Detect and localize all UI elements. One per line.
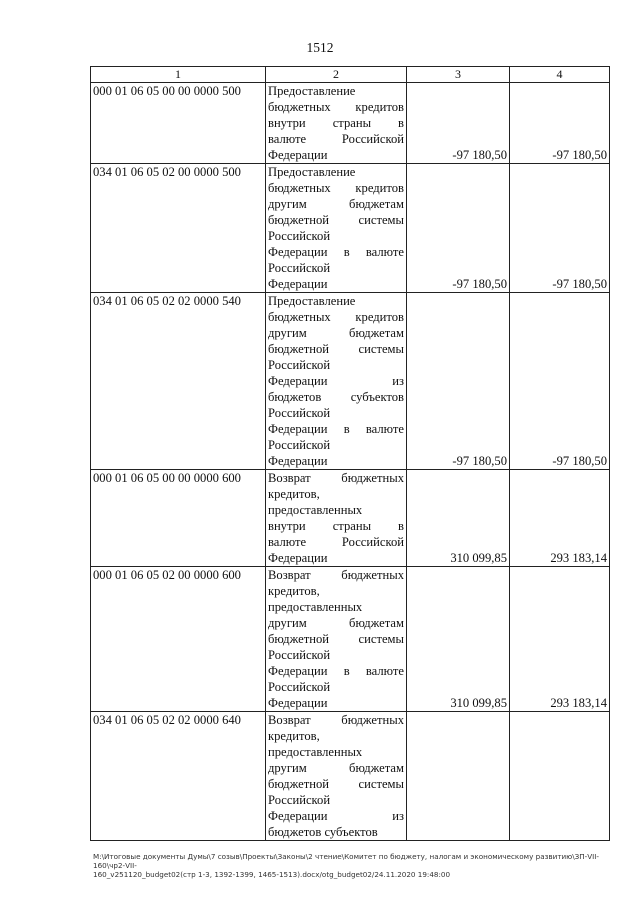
- description-line: Федерации: [268, 454, 328, 468]
- budget-code-cell: 034 01 06 05 02 02 0000 640: [91, 712, 266, 841]
- description-line: другим бюджетам: [268, 326, 404, 340]
- description-line: Возврат бюджетных: [268, 471, 404, 485]
- amount-col3-cell: 310 099,85: [407, 470, 510, 567]
- description-line: бюджетов субъектов: [268, 825, 378, 839]
- footer-line-2: 160_v251120_budget02(стр 1-3, 1392-1399, 1465-1513).docx/otg_budget02/24.11.2020 19:48:00: [93, 870, 451, 879]
- budget-code-cell: 000 01 06 05 00 00 0000 600: [91, 470, 266, 567]
- description-cell: [266, 293, 407, 470]
- description-line: бюджетной системы: [268, 777, 404, 791]
- description-line: Российской: [268, 680, 331, 694]
- table-row: [91, 83, 610, 164]
- header-cell-3: 3: [407, 67, 510, 83]
- description-line: другим бюджетам: [268, 616, 404, 630]
- description-cell: [266, 164, 407, 293]
- amount-col4-cell: -97 180,50: [510, 83, 610, 164]
- description-cell: [266, 470, 407, 567]
- description-line: Предоставление: [268, 84, 356, 98]
- description-line: предоставленных: [268, 503, 363, 517]
- description-line: Российской: [268, 793, 331, 807]
- description-line: другим бюджетам: [268, 761, 404, 775]
- description-line: другим бюджетам: [268, 197, 404, 211]
- description-line: Российской: [268, 229, 331, 243]
- description-line: валюте Российской: [268, 132, 404, 146]
- description-line: кредитов,: [268, 729, 320, 743]
- amount-col4-cell: 293 183,14: [510, 567, 610, 712]
- description-line: предоставленных: [268, 600, 363, 614]
- amount-col3-cell: -97 180,50: [407, 164, 510, 293]
- amount-col4-cell: 293 183,14: [510, 470, 610, 567]
- description-cell: [266, 712, 407, 841]
- description-line: бюджетной системы: [268, 632, 404, 646]
- description-line: Федерации в валюте: [268, 422, 404, 436]
- description-line: бюджетной системы: [268, 342, 404, 356]
- description-cell: [266, 567, 407, 712]
- description-line: Российской: [268, 648, 331, 662]
- description-line: Федерации в валюте: [268, 664, 404, 678]
- description-cell: [266, 83, 407, 164]
- amount-col3-cell: -97 180,50: [407, 293, 510, 470]
- description-line: валюте Российской: [268, 535, 404, 549]
- description-line: Федерации из: [268, 809, 404, 823]
- description-line: Российской: [268, 358, 331, 372]
- budget-code-cell: 000 01 06 05 02 00 0000 600: [91, 567, 266, 712]
- description-line: Федерации: [268, 551, 328, 565]
- table-row: [91, 712, 610, 841]
- description-line: Возврат бюджетных: [268, 713, 404, 727]
- description-line: предоставленных: [268, 745, 363, 759]
- description-line: бюджетных кредитов: [268, 100, 404, 114]
- budget-table: [90, 66, 610, 841]
- description-line: внутри страны в: [268, 116, 404, 130]
- description-line: кредитов,: [268, 584, 320, 598]
- file-path-footer: [93, 852, 618, 879]
- table-row: [91, 293, 610, 470]
- description-line: кредитов,: [268, 487, 320, 501]
- description-line: бюджетных кредитов: [268, 310, 404, 324]
- description-line: Возврат бюджетных: [268, 568, 404, 582]
- description-line: Российской: [268, 406, 331, 420]
- header-row: [91, 67, 610, 83]
- amount-col3-cell: 310 099,85: [407, 567, 510, 712]
- description-line: Федерации в валюте: [268, 245, 404, 259]
- amount-col4-cell: -97 180,50: [510, 293, 610, 470]
- amount-col4-cell: [510, 712, 610, 841]
- budget-code-cell: 000 01 06 05 00 00 0000 500: [91, 83, 266, 164]
- description-line: Российской: [268, 438, 331, 452]
- description-line: бюджетной системы: [268, 213, 404, 227]
- footer-line-1: M:\Итоговые документы Думы\7 созыв\Проекты\Законы\2 чтение\Комитет по бюджету, налогам и экономическому развитию\ЗП-VII-160\чр2-VII-: [93, 852, 600, 870]
- description-line: бюджетных кредитов: [268, 181, 404, 195]
- amount-col3-cell: [407, 712, 510, 841]
- table-row: [91, 164, 610, 293]
- description-line: бюджетов субъектов: [268, 390, 404, 404]
- header-cell-1: 1: [91, 67, 266, 83]
- budget-code-cell: 034 01 06 05 02 00 0000 500: [91, 164, 266, 293]
- header-cell-2: 2: [266, 67, 407, 83]
- budget-code-cell: 034 01 06 05 02 02 0000 540: [91, 293, 266, 470]
- amount-col4-cell: -97 180,50: [510, 164, 610, 293]
- table-row: [91, 470, 610, 567]
- table-row: [91, 567, 610, 712]
- description-line: Федерации: [268, 696, 328, 710]
- amount-col3-cell: -97 180,50: [407, 83, 510, 164]
- description-line: Предоставление: [268, 294, 356, 308]
- description-line: внутри страны в: [268, 519, 404, 533]
- description-line: Федерации: [268, 148, 328, 162]
- description-line: Федерации: [268, 277, 328, 291]
- header-cell-4: 4: [510, 67, 610, 83]
- description-line: Предоставление: [268, 165, 356, 179]
- description-line: Федерации из: [268, 374, 404, 388]
- description-line: Российской: [268, 261, 331, 275]
- page-number: 1512: [306, 40, 334, 55]
